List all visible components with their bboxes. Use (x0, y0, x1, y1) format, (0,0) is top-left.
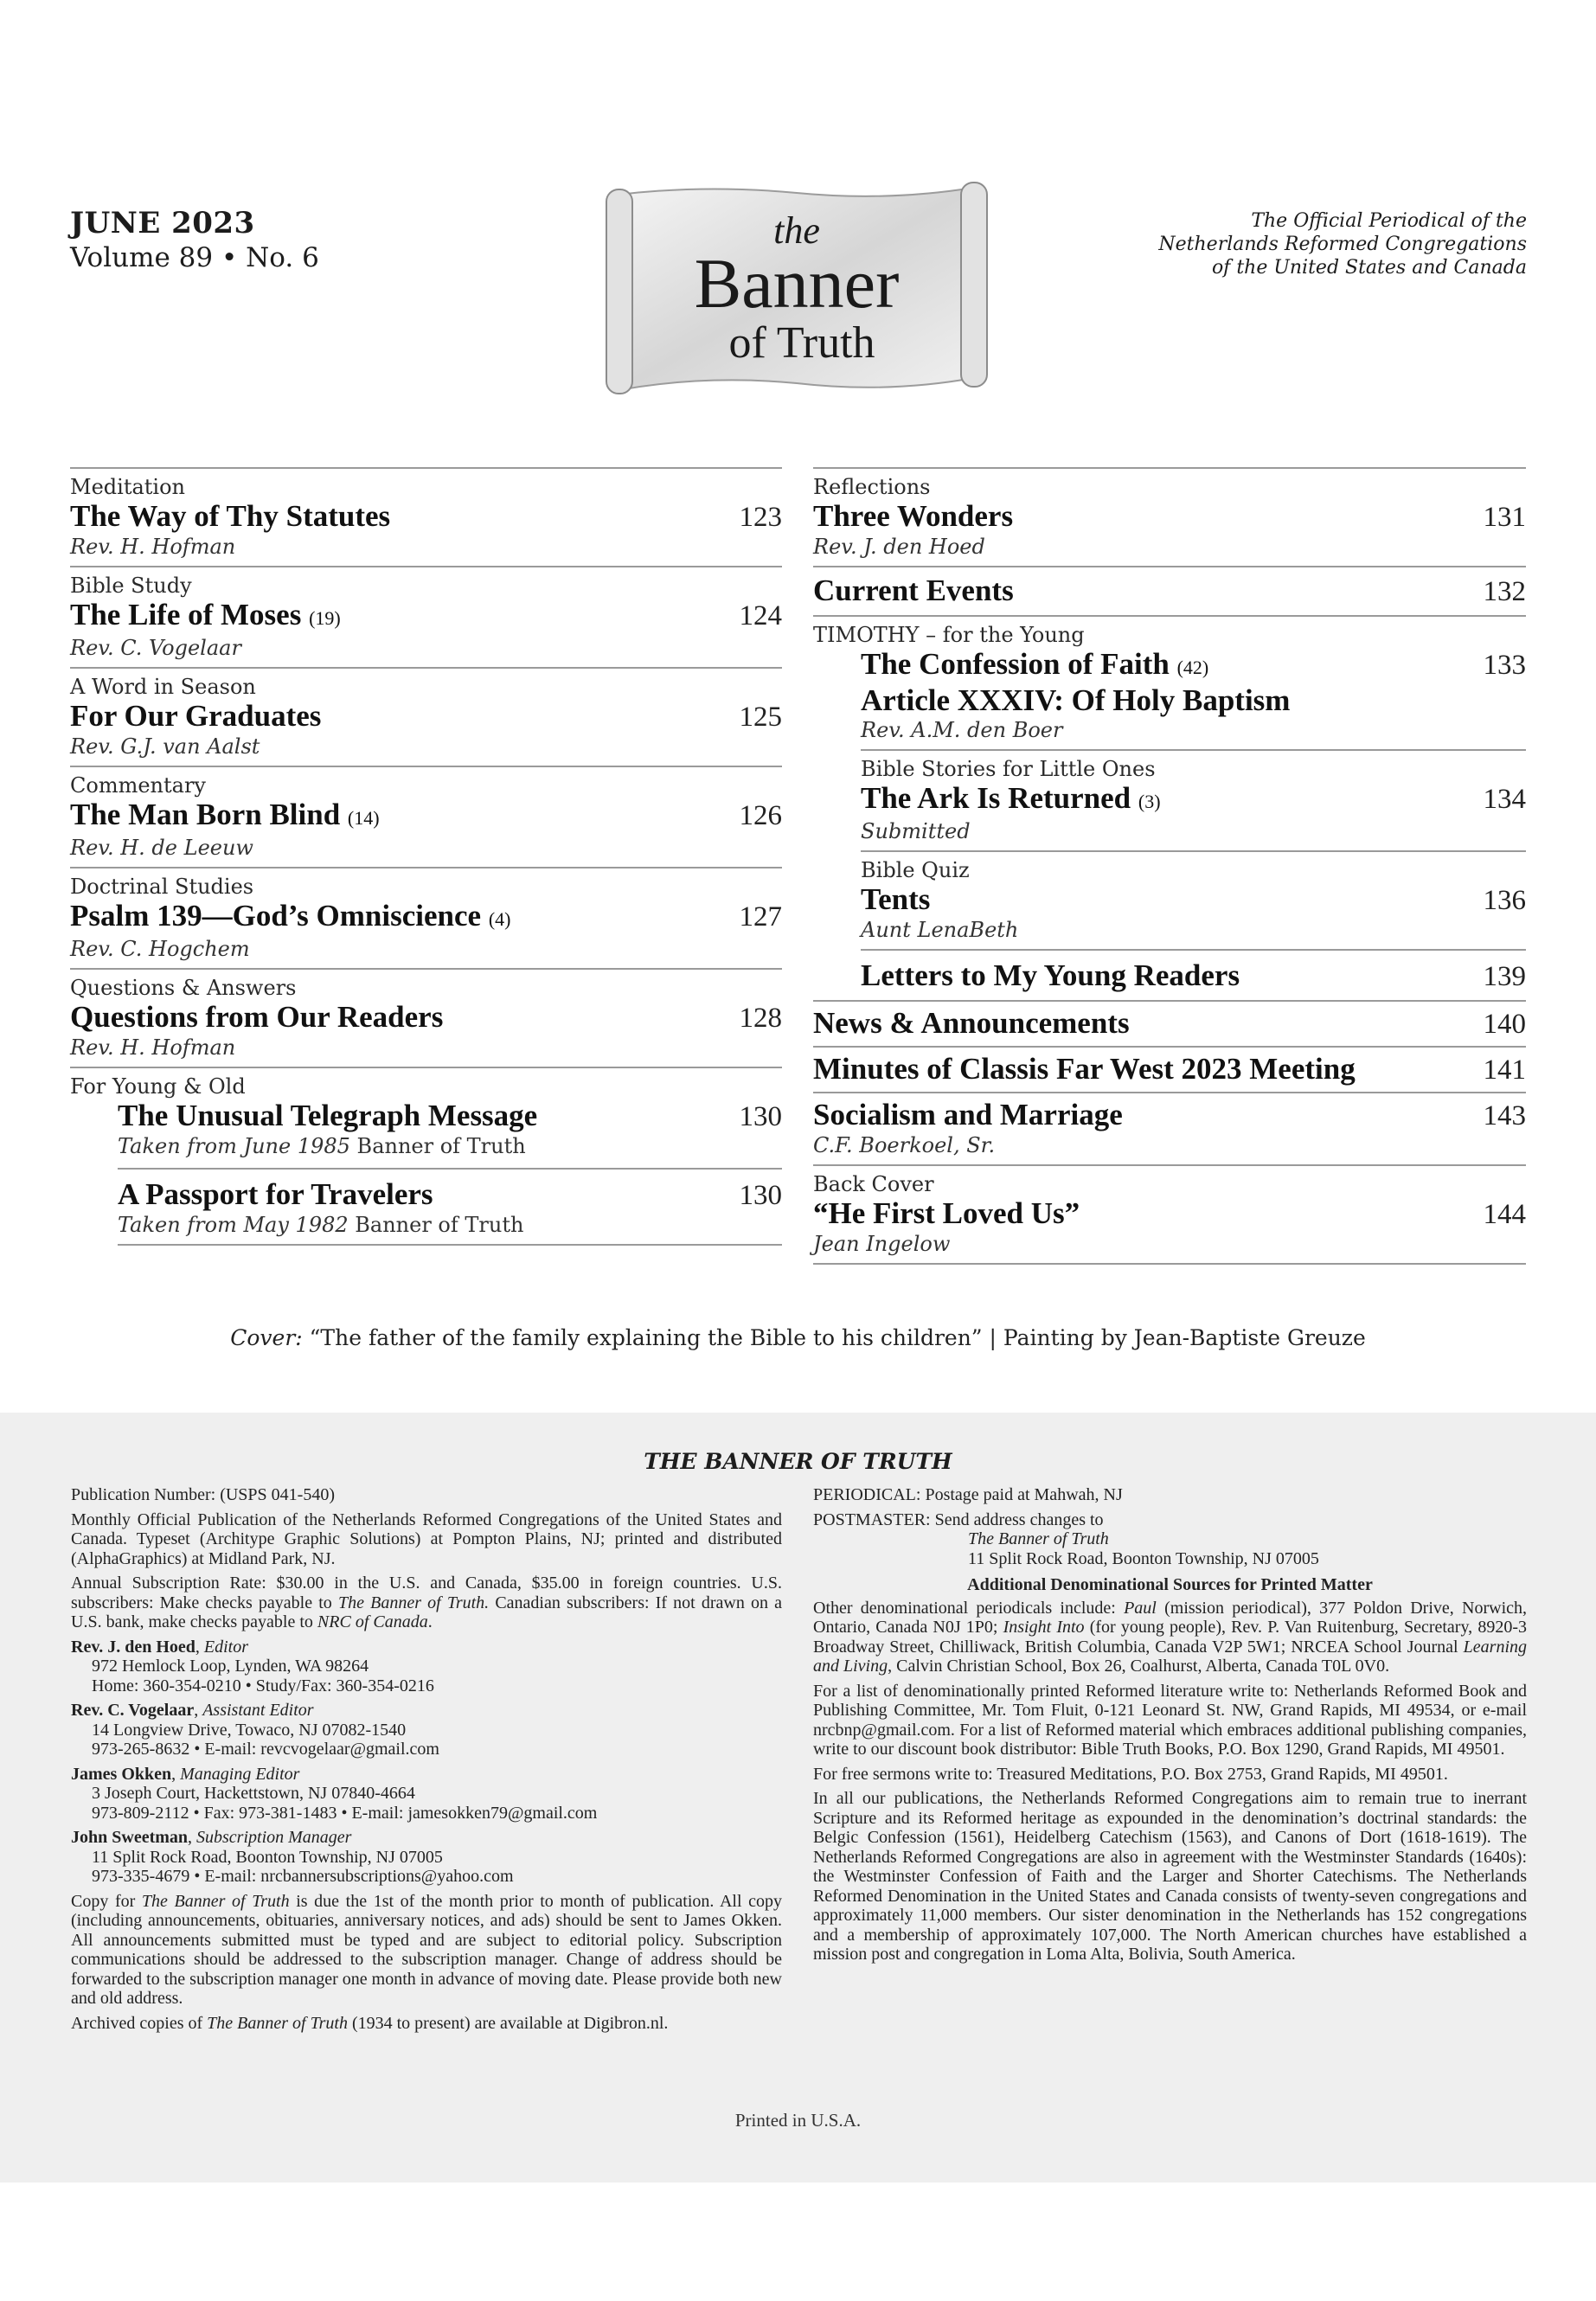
toc-subtitle: Article XXXIV: Of Holy Baptism (861, 683, 1291, 717)
logo-text-banner: Banner (694, 244, 900, 323)
toc-category: Commentary (70, 773, 206, 798)
copy-policy: Copy for The Banner of Truth is due the 1st of the month prior to month of publication. All copy (including announcements, obituaries, anniversary notices, and ads) should be sent to James Okken. All announcements submitted must be typed and are subject to editorial policy. Subscription communications should be addressed to the subscription manager. Change of address should be forwarded to the subscription manager one month in advance of moving date. Please provide both new and old address. (71, 1891, 782, 2008)
toc-entry[interactable] (861, 749, 1526, 850)
toc-entry[interactable] (861, 850, 1526, 949)
imprint-title: THE BANNER OF TRUTH (644, 1449, 952, 1474)
toc-category: Reflections (813, 475, 931, 499)
subscription-manager-contact: John Sweetman, Subscription Manager 11 Split Rock Road, Boonton Township, NJ 07005 973-335-4679 • E-mail: nrcbannersubscriptions@yahoo.com (71, 1828, 514, 1886)
toc-entry[interactable] (813, 467, 1526, 566)
toc-category: Bible Quiz (861, 858, 970, 882)
toc-source-plain: Banner of Truth (349, 1134, 526, 1158)
toc-category: Back Cover (813, 1172, 934, 1196)
cover-text: “The father of the family explaining the Bible to his children” | Painting by Jean-Baptiste Greuze (302, 1325, 1366, 1350)
toc-entry[interactable] (813, 1000, 1526, 1046)
toc-author: Rev. J. den Hoed (813, 535, 985, 559)
mission-statement: In all our publications, the Netherlands Reformed Congregations aim to remain true to inerrant Scripture and its Reformed heritage as expounded in the denomination’s doctrinal standards: the Belgic Confession (1561), Heidelberg Catechism (1563), and Canons of Dort (1618-1619). The Netherlands Reformed Congregations are also in agreement with the Westminster Standards (1640s): the Westminster Confession of Faith and the Larger and Shorter Catechisms. The Netherlands Reformed Denomination in the United States and Canada consists of twenty-seven congregations and approximately 11,000 members. Our sister denomination in the Netherlands has 152 congregations and a membership of approximately 107,000. The North American churches have established a mission post and congregation in Loma Alta, Bolivia, South America. (813, 1789, 1527, 1964)
toc-title[interactable]: The Life of Moses (70, 598, 302, 631)
toc-title[interactable]: The Man Born Blind (70, 798, 341, 831)
toc-title[interactable]: Current Events (813, 574, 1014, 607)
toc-source-italic: Taken from June 1985 (118, 1134, 350, 1158)
toc-entry[interactable] (118, 1168, 782, 1246)
toc-title[interactable]: Minutes of Classis Far West 2023 Meeting (813, 1052, 1356, 1086)
tagline-line: The Official Periodical of the (1251, 210, 1527, 232)
toc-category: A Word in Season (70, 675, 256, 699)
toc-title[interactable]: Letters to My Young Readers (861, 958, 1240, 992)
toc-author: Rev. H. de Leeuw (70, 836, 253, 860)
toc-title[interactable]: For Our Graduates (70, 699, 322, 733)
toc-source-plain: Banner of Truth (348, 1213, 524, 1237)
assistant-editor-contact: Rev. C. Vogelaar, Assistant Editor 14 Longview Drive, Towaco, NJ 07082-1540 973-265-8632 • E-mail: revcvogelaar@gmail.com (71, 1701, 439, 1759)
toc-title[interactable]: Questions from Our Readers (70, 1000, 444, 1034)
toc-page: 131 (1483, 502, 1526, 533)
toc-title[interactable]: Psalm 139—God’s Omniscience (70, 899, 482, 933)
toc-category: Meditation (70, 475, 185, 499)
toc-author: Rev. C. Hogchem (70, 937, 250, 961)
toc-part: (19) (309, 607, 341, 629)
toc-author: Rev. G.J. van Aalst (70, 734, 260, 759)
toc-title[interactable]: The Way of Thy Statutes (70, 499, 391, 533)
toc-entry[interactable] (813, 566, 1526, 615)
email-link[interactable]: 973-335-4679 • E-mail: nrcbannersubscriptions@yahoo.com (92, 1867, 514, 1886)
toc-category: Bible Study (70, 574, 192, 598)
literature-list: For a list of denominationally printed Reformed literature write to: Netherlands Reformed Book and Publishing Committee, Mr. Tom Fluit, 0-121 Leonard St. NW, Grand Rapids, MI 49534, or e-mail nrcbnp@gmail.com. For a list of Reformed material which embraces additional publishing companies, write to our discount book distributor: Bible Truth Books, P.O. Box 1290, Grand Rapids, MI 49501. (813, 1681, 1527, 1759)
issue-date: JUNE 2023 (70, 206, 255, 240)
toc-part: (14) (347, 807, 380, 829)
toc-author: C.F. Boerkoel, Sr. (813, 1133, 996, 1157)
periodical-postage: PERIODICAL: Postage paid at Mahwah, NJ (813, 1485, 1123, 1504)
toc-source (70, 1133, 782, 1159)
toc-title[interactable]: Tents (861, 882, 931, 916)
toc-source-italic: Taken from May 1982 (118, 1213, 349, 1237)
toc-page: 139 (1483, 961, 1526, 992)
banner-of-truth-logo (601, 177, 992, 406)
archive-info: Archived copies of The Banner of Truth (1934 to present) are available at Digibron.nl. (71, 2013, 669, 2033)
toc-left-column (70, 467, 782, 1246)
toc-entry[interactable] (70, 766, 782, 867)
printed-in: Printed in U.S.A. (734, 2110, 862, 2131)
toc-entry[interactable] (813, 1092, 1526, 1164)
tagline-line: Netherlands Reformed Congregations (1158, 234, 1527, 255)
toc-right-column (813, 467, 1526, 1265)
imprint-box (0, 1413, 1596, 2182)
toc-author: Jean Ingelow (813, 1232, 951, 1256)
toc-author: Rev. H. Hofman (70, 1035, 236, 1060)
issue-volume: Volume 89 • No. 6 (70, 242, 319, 273)
toc-part: (4) (488, 908, 511, 930)
managing-editor-contact: James Okken, Managing Editor 3 Joseph Court, Hackettstown, NJ 07840-4664 973-809-2112 • Fax: 973-381-1483 • E-mail: jamesokken79@gmail.com (71, 1764, 598, 1823)
toc-category: Questions & Answers (70, 976, 297, 1000)
toc-page: 125 (739, 702, 782, 733)
toc-entry[interactable] (813, 1164, 1526, 1265)
publication-info: Monthly Official Publication of the Netherlands Reformed Congregations of the United States and Canada. Typeset (Architype Graphic Solutions) at Pompton Plains, NJ; printed and distributed (AlphaGraphics) at Midland Park, NJ. (71, 1509, 782, 1568)
sources-heading: Additional Denominational Sources for Printed Matter (967, 1575, 1373, 1594)
toc-page: 143 (1483, 1100, 1526, 1131)
toc-title[interactable]: The Confession of Faith (861, 647, 1170, 681)
other-periodicals: Other denominational periodicals include: Paul (mission periodical), 377 Poldon Drive, Norwich, Ontario, Canada N0J 1P0; Insight Into (for young people), Rev. P. Van Ruitenburg, Secretary, 8920-3 Broadway Street, Chilliwack, British Columbia, Canada V2P 5W1; NRCEA School Journal Learning and Living, Calvin Christian School, Box 26, Coalhurst, Alberta, Canada T0L 0V0. (813, 1598, 1527, 1676)
toc-entry[interactable] (70, 667, 782, 766)
toc-title[interactable]: Socialism and Marriage (813, 1098, 1123, 1131)
toc-page: 123 (739, 502, 782, 533)
postmaster-info: POSTMASTER: Send address changes to The Banner of Truth 11 Split Rock Road, Boonton Township, NJ 07005 (813, 1509, 1319, 1568)
cover-label: Cover: (230, 1325, 303, 1350)
toc-category: Doctrinal Studies (70, 875, 254, 899)
editor-contact: Rev. J. den Hoed, Editor 972 Hemlock Loop, Lynden, WA 98264 Home: 360-354-0210 • Study/Fax: 360-354-0216 (71, 1637, 434, 1695)
toc-page: 124 (739, 600, 782, 631)
toc-page: 133 (1483, 650, 1526, 681)
publication-number: Publication Number: (USPS 041-540) (71, 1485, 335, 1504)
cover-caption (0, 1325, 1596, 1350)
toc-part: (3) (1138, 791, 1161, 812)
toc-title[interactable]: News & Announcements (813, 1006, 1130, 1040)
toc-title[interactable]: The Unusual Telegraph Message (118, 1099, 538, 1132)
email-link[interactable]: 973-809-2112 • Fax: 973-381-1483 • E-mail: jamesokken79@gmail.com (92, 1803, 598, 1823)
toc-title[interactable]: A Passport for Travelers (118, 1177, 433, 1211)
imprint-left-column (71, 1485, 782, 2038)
toc-entry[interactable] (70, 467, 782, 566)
toc-title[interactable]: “He First Loved Us” (813, 1196, 1080, 1230)
toc-page: 136 (1483, 885, 1526, 916)
toc-author: Rev. A.M. den Boer (861, 718, 1063, 742)
toc-page: 141 (1483, 1054, 1526, 1086)
toc-page: 127 (739, 901, 782, 933)
toc-title[interactable]: The Ark Is Returned (861, 781, 1131, 815)
toc-author: Rev. H. Hofman (70, 535, 236, 559)
issue-info (70, 206, 319, 275)
toc-page: 128 (739, 1003, 782, 1034)
toc-page: 130 (739, 1101, 782, 1132)
tagline (1077, 209, 1527, 279)
toc-source (118, 1212, 782, 1238)
logo-text-of-truth: of Truth (728, 318, 875, 368)
toc-page: 126 (739, 800, 782, 831)
email-link[interactable]: 973-265-8632 • E-mail: revcvogelaar@gmail.com (92, 1740, 439, 1759)
toc-category: Bible Stories for Little Ones (861, 757, 1156, 781)
toc-author: Submitted (861, 819, 971, 843)
toc-entry[interactable] (70, 566, 782, 667)
toc-category: TIMOTHY – for the Young (813, 623, 1085, 647)
subscription-info: Annual Subscription Rate: $30.00 in the U.S. and Canada, $35.00 in foreign countries. U.S. subscribers: Make checks payable to The Banner of Truth. Canadian subscribers: If not drawn on a U.S. bank, make checks payable to NRC of Canada. (71, 1574, 782, 1631)
toc-author: Aunt LenaBeth (861, 918, 1019, 942)
toc-part: (42) (1176, 657, 1209, 678)
toc-author: Rev. C. Vogelaar (70, 636, 241, 660)
toc-page: 132 (1483, 576, 1526, 607)
toc-page: 144 (1483, 1199, 1526, 1230)
imprint-right-column (813, 1485, 1527, 1970)
logo-text-the: the (773, 209, 820, 252)
toc-entry[interactable] (70, 968, 782, 1067)
toc-entry[interactable] (861, 949, 1526, 1000)
toc-page: 140 (1483, 1009, 1526, 1040)
toc-title[interactable]: Three Wonders (813, 499, 1014, 533)
free-sermons: For free sermons write to: Treasured Meditations, P.O. Box 2753, Grand Rapids, MI 49501. (813, 1764, 1448, 1784)
toc-entry[interactable] (813, 615, 1526, 749)
toc-entry[interactable] (813, 1046, 1526, 1092)
tagline-line: of the United States and Canada (1211, 257, 1527, 279)
toc-entry[interactable] (70, 1067, 782, 1168)
toc-entry[interactable] (70, 867, 782, 968)
toc-category: For Young & Old (70, 1074, 246, 1099)
toc-page: 130 (739, 1180, 782, 1211)
toc-page: 134 (1483, 784, 1526, 815)
